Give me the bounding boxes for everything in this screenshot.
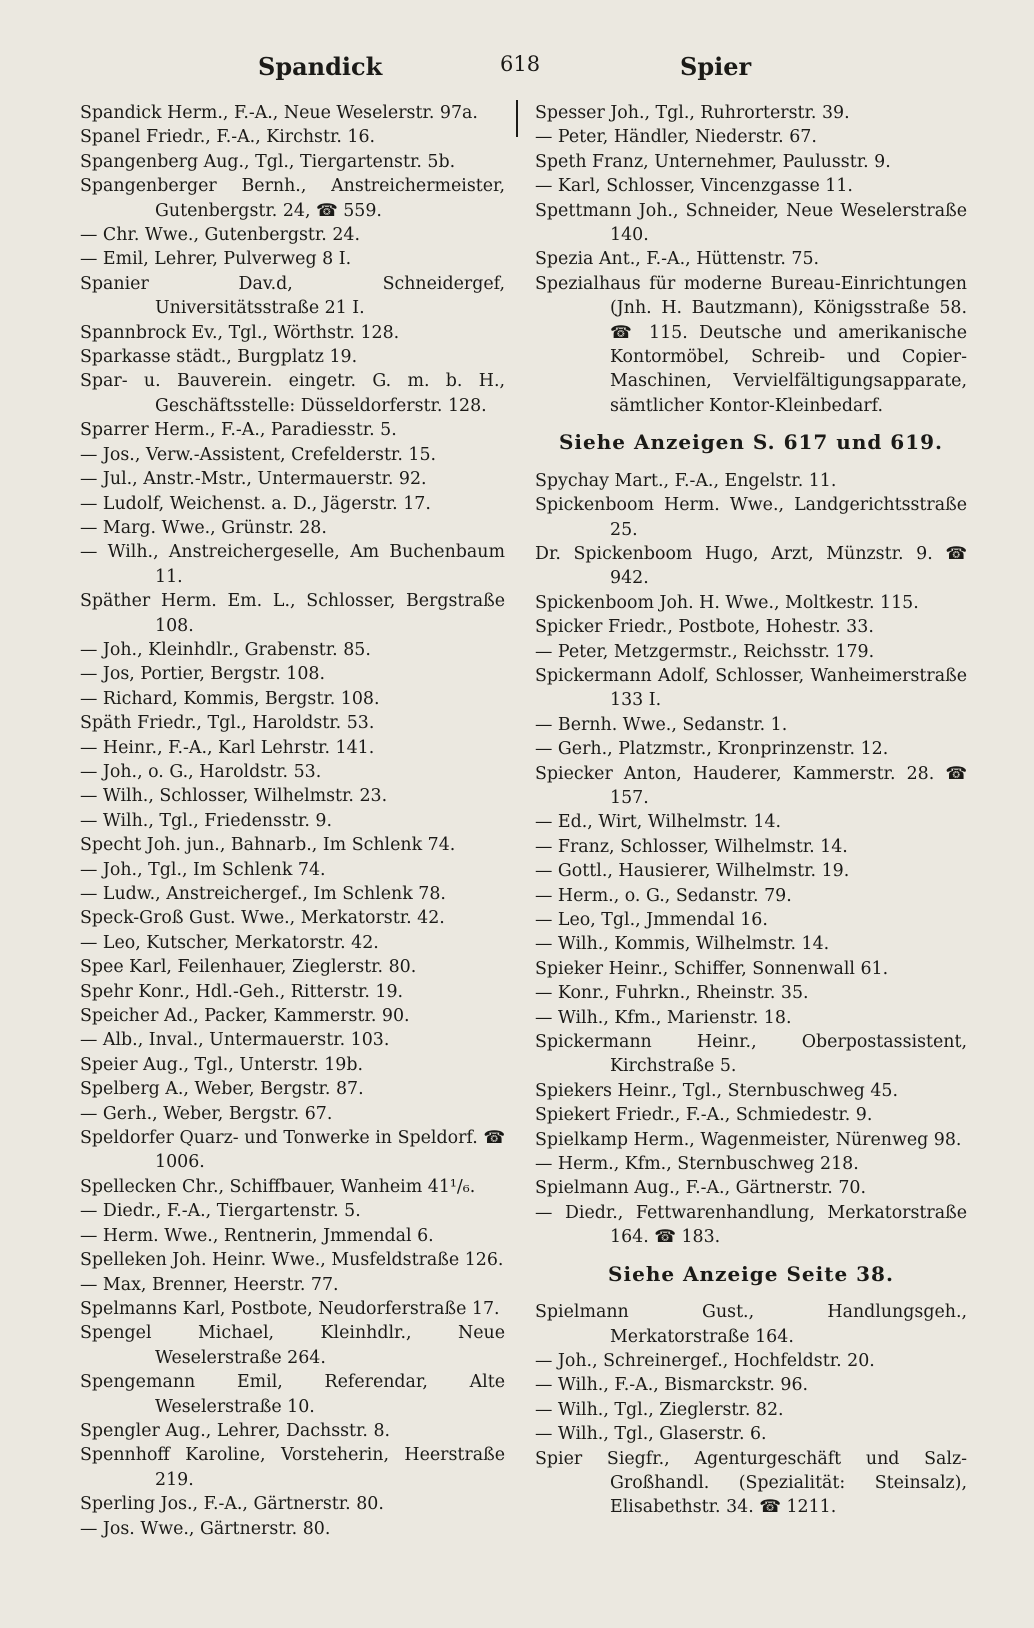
directory-entry: Spengler Aug., Lehrer, Dachsstr. 8. [80, 1420, 391, 1441]
directory-entry: — Marg. Wwe., Grünstr. 28. [80, 517, 327, 538]
directory-entry: — Joh., o. G., Haroldstr. 53. [80, 761, 322, 782]
directory-entry: Spettmann Joh., Schneider, Neue Weselerstraße 140. [535, 200, 967, 246]
right-entries-part2 [535, 469, 967, 1250]
page-number: 618 [500, 52, 541, 76]
directory-entry: — Joh., Tgl., Im Schlenk 74. [80, 859, 326, 880]
directory-entry: — Konr., Fuhrkn., Rheinstr. 35. [535, 983, 809, 1004]
directory-entry: Spielmann Aug., F.-A., Gärtnerstr. 70. [535, 1178, 867, 1199]
directory-entry: — Wilh., Tgl., Glaserstr. 6. [535, 1424, 767, 1445]
directory-entry: Sparrer Herm., F.-A., Paradiesstr. 5. [80, 420, 397, 441]
right-entries-part1 [535, 101, 967, 418]
directory-entry: — Karl, Schlosser, Vincenzgasse 11. [535, 176, 853, 197]
directory-entry: — Jos. Wwe., Gärtnerstr. 80. [80, 1518, 331, 1539]
directory-entry: Specht Joh. jun., Bahnarb., Im Schlenk 74. [80, 835, 456, 856]
directory-entry: Spehr Konr., Hdl.-Geh., Ritterstr. 19. [80, 981, 404, 1002]
directory-entry: — Peter, Metzgermstr., Reichsstr. 179. [535, 641, 875, 662]
directory-entry: — Bernh. Wwe., Sedanstr. 1. [535, 714, 788, 735]
right-column [535, 101, 967, 1520]
directory-entry: Spicker Friedr., Postbote, Hohestr. 33. [535, 617, 874, 638]
directory-entry: — Jos., Verw.-Assistent, Crefelderstr. 15. [80, 444, 437, 465]
directory-entry: Spielmann Gust., Handlungsgeh., Merkatorstraße 164. [535, 1302, 967, 1347]
directory-entry: Dr. Spickenboom Hugo, Arzt, Münzstr. 9. ☎ 942. [535, 543, 967, 589]
header-left-keyword: Spandick [258, 52, 383, 81]
left-column [80, 101, 505, 1541]
directory-entry: Speth Franz, Unternehmer, Paulusstr. 9. [535, 151, 891, 172]
directory-entry: — Leo, Tgl., Jmmendal 16. [535, 910, 768, 930]
directory-entry: Speicher Ad., Packer, Kammerstr. 90. [80, 1006, 410, 1027]
directory-entry: — Wilh., Anstreichergeselle, Am Buchenbaum 11. [80, 542, 505, 587]
directory-entry: Spezia Ant., F.-A., Hüttenstr. 75. [535, 249, 820, 270]
directory-entry: Spee Karl, Feilenhauer, Zieglerstr. 80. [80, 957, 417, 978]
directory-entry: Spiekert Friedr., F.-A., Schmiedestr. 9. [535, 1105, 873, 1126]
directory-entry: — Wilh., F.-A., Bismarckstr. 96. [535, 1375, 809, 1396]
directory-entry: — Heinr., F.-A., Karl Lehrstr. 141. [80, 737, 375, 758]
directory-entry: Spezialhaus für moderne Bureau-Einrichtungen (Jnh. H. Bautzmann), Königsstraße 58. ☎ 115. Deutsche und amerikanische Kontormöbel, Schreib- und Copier-Maschinen, Vervielfältigungsapparate, sämtlicher Kontor-Kleinbedarf. [535, 273, 967, 416]
directory-entry: — Emil, Lehrer, Pulverweg 8 I. [80, 249, 352, 270]
directory-entry: — Wilh., Tgl., Friedensstr. 9. [80, 810, 333, 831]
directory-entry: — Ed., Wirt, Wilhelmstr. 14. [535, 812, 782, 833]
directory-entry: Spar- u. Bauverein. eingetr. G. m. b. H., Geschäftsstelle: Düsseldorferstr. 128. [80, 371, 505, 416]
directory-entry: — Joh., Kleinhdlr., Grabenstr. 85. [80, 639, 371, 660]
directory-entry: — Wilh., Tgl., Zieglerstr. 82. [535, 1399, 784, 1420]
directory-entry: Speldorfer Quarz- und Tonwerke in Speldorf. ☎ 1006. [80, 1128, 505, 1173]
directory-entry: Speck-Groß Gust. Wwe., Merkatorstr. 42. [80, 908, 445, 929]
directory-entry: Spiecker Anton, Hauderer, Kammerstr. 28. ☎ 157. [535, 763, 967, 808]
header-right-keyword: Spier [680, 52, 752, 81]
directory-entry: — Joh., Schreinergef., Hochfeldstr. 20. [535, 1350, 875, 1371]
directory-entry: Spennhoff Karoline, Vorsteherin, Heerstraße 219. [80, 1445, 505, 1490]
directory-entry: Sperling Jos., F.-A., Gärtnerstr. 80. [80, 1494, 384, 1515]
directory-entry: Spengemann Emil, Referendar, Alte Weselerstraße 10. [80, 1372, 505, 1417]
directory-entry: Spelmanns Karl, Postbote, Neudorferstraße 17. [80, 1298, 500, 1319]
directory-entry: — Chr. Wwe., Gutenbergstr. 24. [80, 225, 360, 246]
column-divider [516, 100, 518, 137]
directory-entry: — Herm. Wwe., Rentnerin, Jmmendal 6. [80, 1225, 434, 1246]
right-entries-part3 [535, 1300, 967, 1520]
directory-entry: Spesser Joh., Tgl., Ruhrorterstr. 39. [535, 103, 850, 123]
directory-entry: — Peter, Händler, Niederstr. 67. [535, 127, 817, 148]
directory-entry: — Wilh., Schlosser, Wilhelmstr. 23. [80, 786, 388, 807]
directory-entry: Späth Friedr., Tgl., Haroldstr. 53. [80, 713, 375, 734]
page-header [0, 52, 1034, 92]
directory-entry: Spickenboom Herm. Wwe., Landgerichtsstraße 25. [535, 495, 967, 540]
directory-entry: Spiekers Heinr., Tgl., Sternbuschweg 45. [535, 1080, 898, 1101]
directory-entry: — Wilh., Kfm., Marienstr. 18. [535, 1007, 792, 1028]
directory-entry: Spieker Heinr., Schiffer, Sonnenwall 61. [535, 958, 889, 979]
directory-entry: — Diedr., Fettwarenhandlung, Merkatorstraße 164. ☎ 183. [535, 1202, 967, 1248]
directory-entry: Spickermann Adolf, Schlosser, Wanheimerstraße 133 I. [535, 665, 967, 711]
directory-entry: — Jos, Portier, Bergstr. 108. [80, 664, 326, 685]
directory-entry: Sparkasse städt., Burgplatz 19. [80, 347, 358, 368]
advertisement-reference-heading: Siehe Anzeigen S. 617 und 619. [558, 430, 944, 455]
directory-entry: Spengel Michael, Kleinhdlr., Neue Weselerstraße 264. [80, 1323, 505, 1368]
directory-entry: — Alb., Inval., Untermauerstr. 103. [80, 1030, 390, 1051]
directory-entry: — Richard, Kommis, Bergstr. 108. [80, 688, 380, 709]
directory-entry: — Diedr., F.-A., Tiergartenstr. 5. [80, 1201, 361, 1222]
directory-entry: — Gerh., Platzmstr., Kronprinzenstr. 12. [535, 739, 889, 760]
directory-entry: Spanel Friedr., F.-A., Kirchstr. 16. [80, 127, 376, 148]
directory-entry: Spandick Herm., F.-A., Neue Weselerstr. 97a. [80, 103, 478, 123]
directory-entry: — Gerh., Weber, Bergstr. 67. [80, 1103, 333, 1124]
directory-entry: Spanier Dav.d, Schneidergef, Universitätsstraße 21 I. [80, 273, 505, 319]
directory-entry: Spier Siegfr., Agenturgeschäft und Salz-Großhandl. (Spezialität: Steinsalz), Elisabethstr. 34. ☎ 1211. [535, 1448, 967, 1518]
directory-entry: Spelleken Joh. Heinr. Wwe., Musfeldstraße 126. [80, 1250, 504, 1271]
directory-entry: Spellecken Chr., Schiffbauer, Wanheim 41¹/₆. [80, 1176, 476, 1197]
directory-entry: — Leo, Kutscher, Merkatorstr. 42. [80, 932, 379, 953]
directory-entry: Spangenberger Bernh., Anstreichermeister, Gutenbergstr. 24, ☎ 559. [80, 176, 505, 221]
directory-entry: Spelberg A., Weber, Bergstr. 87. [80, 1079, 364, 1100]
directory-entry: — Ludolf, Weichenst. a. D., Jägerstr. 17. [80, 493, 431, 514]
directory-entry: Spickenboom Joh. H. Wwe., Moltkestr. 115. [535, 592, 919, 613]
directory-entry: Spickermann Heinr., Oberpostassistent, Kirchstraße 5. [535, 1032, 967, 1077]
directory-entry: Spychay Mart., F.-A., Engelstr. 11. [535, 470, 837, 491]
directory-entry: Spannbrock Ev., Tgl., Wörthstr. 128. [80, 322, 400, 343]
directory-entry: — Wilh., Kommis, Wilhelmstr. 14. [535, 934, 830, 955]
directory-entry: — Franz, Schlosser, Wilhelmstr. 14. [535, 836, 848, 857]
advertisement-reference-heading: Siehe Anzeige Seite 38. [608, 1261, 894, 1286]
directory-entry: — Jul., Anstr.-Mstr., Untermauerstr. 92. [80, 469, 427, 490]
directory-entry: — Herm., Kfm., Sternbuschweg 218. [535, 1154, 859, 1175]
directory-entry: — Herm., o. G., Sedanstr. 79. [535, 885, 792, 906]
directory-entry: — Gottl., Hausierer, Wilhelmstr. 19. [535, 861, 850, 882]
directory-entry: Spangenberg Aug., Tgl., Tiergartenstr. 5b. [80, 151, 456, 172]
directory-entry: Späther Herm. Em. L., Schlosser, Bergstraße 108. [80, 591, 505, 636]
directory-entry: Spielkamp Herm., Wagenmeister, Nürenweg 98. [535, 1129, 962, 1150]
directory-entry: Speier Aug., Tgl., Unterstr. 19b. [80, 1054, 363, 1075]
directory-entry: — Ludw., Anstreichergef., Im Schlenk 78. [80, 884, 446, 904]
directory-entry: — Max, Brenner, Heerstr. 77. [80, 1274, 339, 1295]
